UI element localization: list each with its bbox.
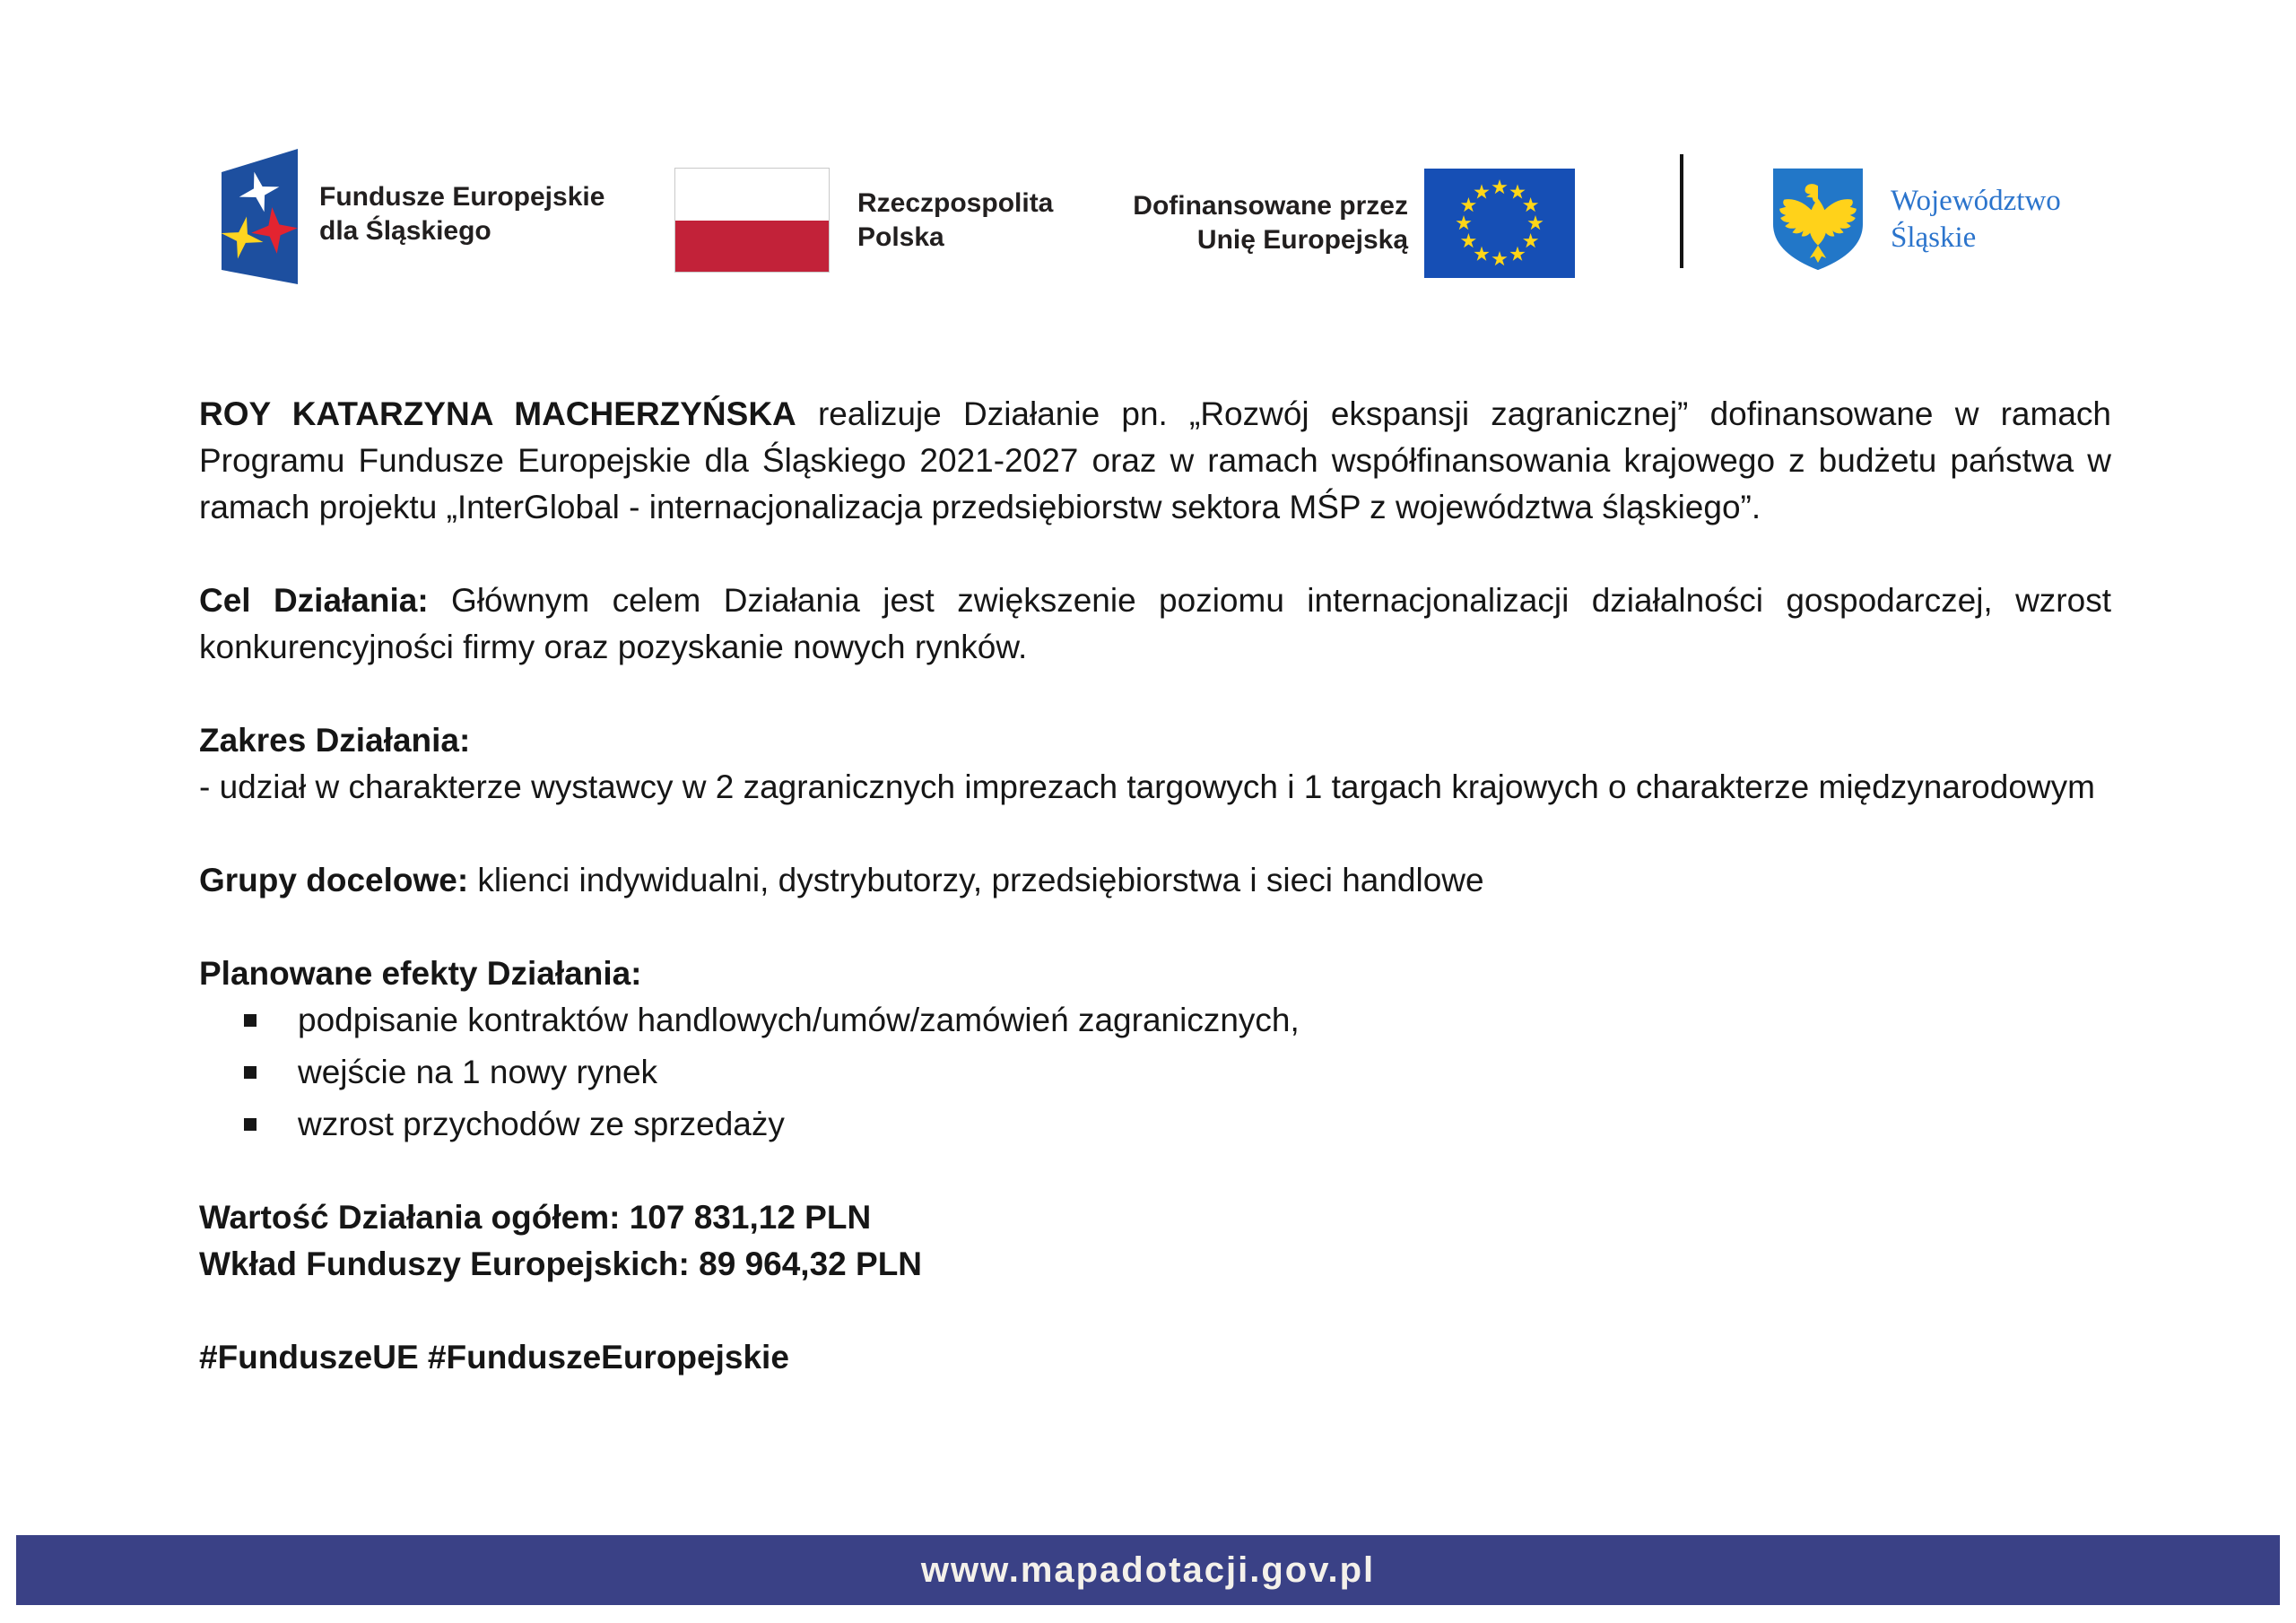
beneficiary-name: ROY KATARZYNA MACHERZYŃSKA <box>199 395 796 432</box>
planned-effects-heading: Planowane efekty Działania: <box>199 955 642 992</box>
fe-logo <box>222 146 604 282</box>
eu-funding-label <box>1110 189 1408 257</box>
eu-flag-icon <box>1424 169 1575 278</box>
target-groups-text: klienci indywidualni, dystrybutorzy, przedsiębiorstwa i sieci handlowe <box>468 862 1484 898</box>
poland-flag-icon <box>675 169 829 272</box>
footer-bar <box>16 1535 2280 1605</box>
silesia-logo-line2: Śląskie <box>1891 221 1977 254</box>
fe-flag-icon <box>222 145 298 284</box>
total-value-line: Wartość Działania ogółem: 107 831,12 PLN <box>199 1199 872 1236</box>
goal-label: Cel Działania: <box>199 582 429 619</box>
eu-funding-line1: Dofinansowane przez <box>1133 191 1408 221</box>
eu-funding-line2: Unię Europejską <box>1196 225 1408 255</box>
poland-logo-line2: Polska <box>857 221 944 252</box>
list-item <box>199 1101 2111 1148</box>
poland-logo-label <box>857 187 1053 255</box>
eu-funding-logo <box>1110 169 1575 278</box>
list-item-text: wejście na 1 nowy rynek <box>298 1054 658 1090</box>
funding-values-section <box>199 1194 2111 1288</box>
scope-section <box>199 717 2111 811</box>
poland-logo-line1: Rzeczpospolita <box>857 187 1054 218</box>
list-item-text: podpisanie kontraktów handlowych/umów/zamówień zagranicznych, <box>298 1002 1300 1038</box>
bullet-square-icon <box>244 1066 257 1079</box>
planned-effects-section <box>199 950 2111 1148</box>
hashtags-line: #FunduszeUE #FunduszeEuropejskie <box>199 1339 789 1376</box>
silesia-logo <box>1772 167 2061 272</box>
bullet-square-icon <box>244 1118 257 1131</box>
silesia-logo-label <box>1891 183 2061 256</box>
document-body <box>199 391 2111 1428</box>
silesia-logo-line1: Województwo <box>1891 184 2061 217</box>
scope-heading: Zakres Działania: <box>199 722 471 759</box>
footer-url: www.mapadotacji.gov.pl <box>920 1549 1376 1590</box>
logo-divider-line <box>1680 154 1683 268</box>
intro-paragraph-text: realizuje Działanie pn. „Rozwój ekspansji zagranicznej” dofinansowane w ramach Programu Fundusze Europejskie dla Śląskiego 2021-2027 oraz w ramach współfinansowania krajowego z budżetu państwa w ramach projektu „InterGlobal - internacjonalizacja przedsiębiorstw sektora MŚP z województwa śląskiego”. <box>199 395 2111 525</box>
eu-contribution-line: Wkład Funduszy Europejskich: 89 964,32 PLN <box>199 1245 923 1282</box>
poland-flag-red <box>675 221 829 273</box>
poland-flag-white <box>675 169 829 221</box>
target-groups-paragraph <box>199 857 2111 904</box>
poland-logo <box>675 169 1053 272</box>
list-item <box>199 997 2111 1044</box>
fe-logo-line2: dla Śląskiego <box>319 216 491 246</box>
scope-text: - udział w charakterze wystawcy w 2 zagranicznych imprezach targowych i 1 targach krajowych o charakterze międzynarodowym <box>199 768 2095 805</box>
list-item <box>199 1049 2111 1096</box>
list-item-text: wzrost przychodów ze sprzedaży <box>298 1106 785 1142</box>
bullet-square-icon <box>244 1014 257 1027</box>
fe-logo-line1: Fundusze Europejskie <box>319 182 605 212</box>
goal-paragraph <box>199 577 2111 671</box>
intro-paragraph <box>199 391 2111 531</box>
fe-logo-label <box>319 180 604 248</box>
target-groups-label: Grupy docelowe: <box>199 862 469 898</box>
silesia-coat-of-arms-icon <box>1772 167 1864 272</box>
goal-text: Głównym celem Działania jest zwiększenie poziomu internacjonalizacji działalności gospodarczej, wzrost konkurencyjności firmy oraz pozyskanie nowych rynków. <box>199 582 2111 665</box>
